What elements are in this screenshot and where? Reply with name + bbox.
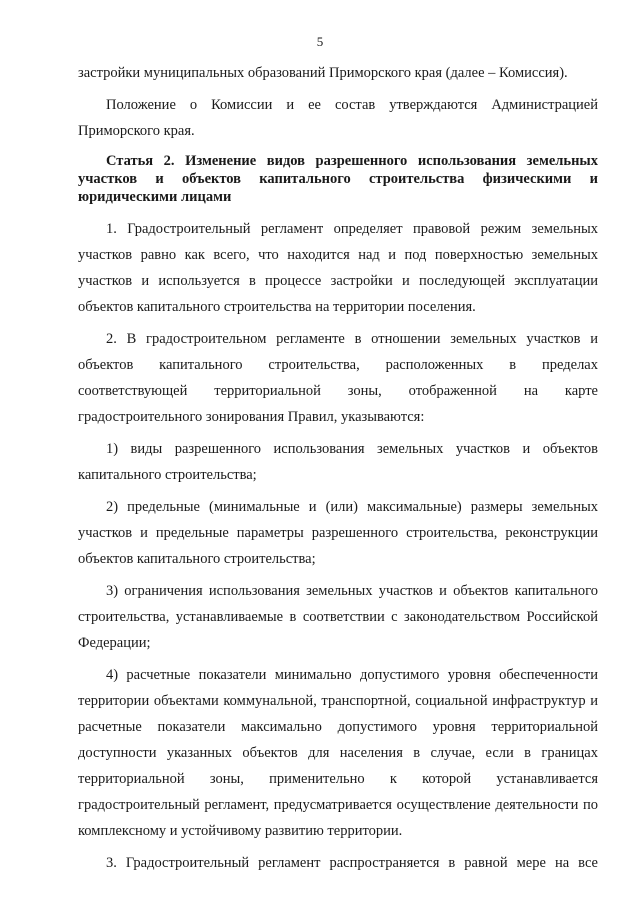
document-body: [78, 60, 598, 876]
page-number: 5: [316, 34, 324, 49]
paragraph-item-3: 3. Градостроительный регламент распространяется в равной мере на все: [106, 855, 598, 871]
list-item-1: 1) виды разрешенного использования земельных участков и объектов капитального строительства;: [78, 441, 598, 483]
paragraph-item-1: 1. Градостроительный регламент определяет правовой режим земельных участков равно как всего, что находится над и под поверхностью земельных участков и используется в процессе застройки и последующей эксплуатации объектов капитального строительства на территории поселения.: [78, 221, 598, 315]
paragraph-item-2: 2. В градостроительном регламенте в отношении земельных участков и объектов капитального строительства, расположенных в пределах соответствующей территориальной зоны, отображенной на карте градостроительного зонирования Правил, указываются:: [78, 331, 598, 425]
list-item-3: 3) ограничения использования земельных участков и объектов капитального строительства, устанавливаемые в соответствии с законодательством Российской Федерации;: [78, 583, 598, 651]
paragraph-commission: Положение о Комиссии и ее состав утверждаются Администрацией Приморского края.: [78, 97, 598, 139]
article-heading: Статья 2. Изменение видов разрешенного использования земельных участков и объектов капитального строительства физическими и юридическими лицами: [78, 153, 598, 205]
list-item-4: 4) расчетные показатели минимально допустимого уровня обеспеченности территории объектами коммунальной, транспортной, социальной инфраструктур и расчетные показатели максимально допустимого уровня территориальной доступности указанных объектов для населения в случае, если в границах территориальной зоны, применительно к которой устанавливается градостроительный регламент, предусматривается осуществление деятельности по комплексному и устойчивому развитию территории.: [78, 667, 598, 839]
list-item-2: 2) предельные (минимальные и (или) максимальные) размеры земельных участков и предельные параметры разрешенного строительства, реконструкции объектов капитального строительства;: [78, 499, 598, 567]
paragraph-continuation: застройки муниципальных образований Приморского края (далее – Комиссия).: [78, 65, 568, 81]
